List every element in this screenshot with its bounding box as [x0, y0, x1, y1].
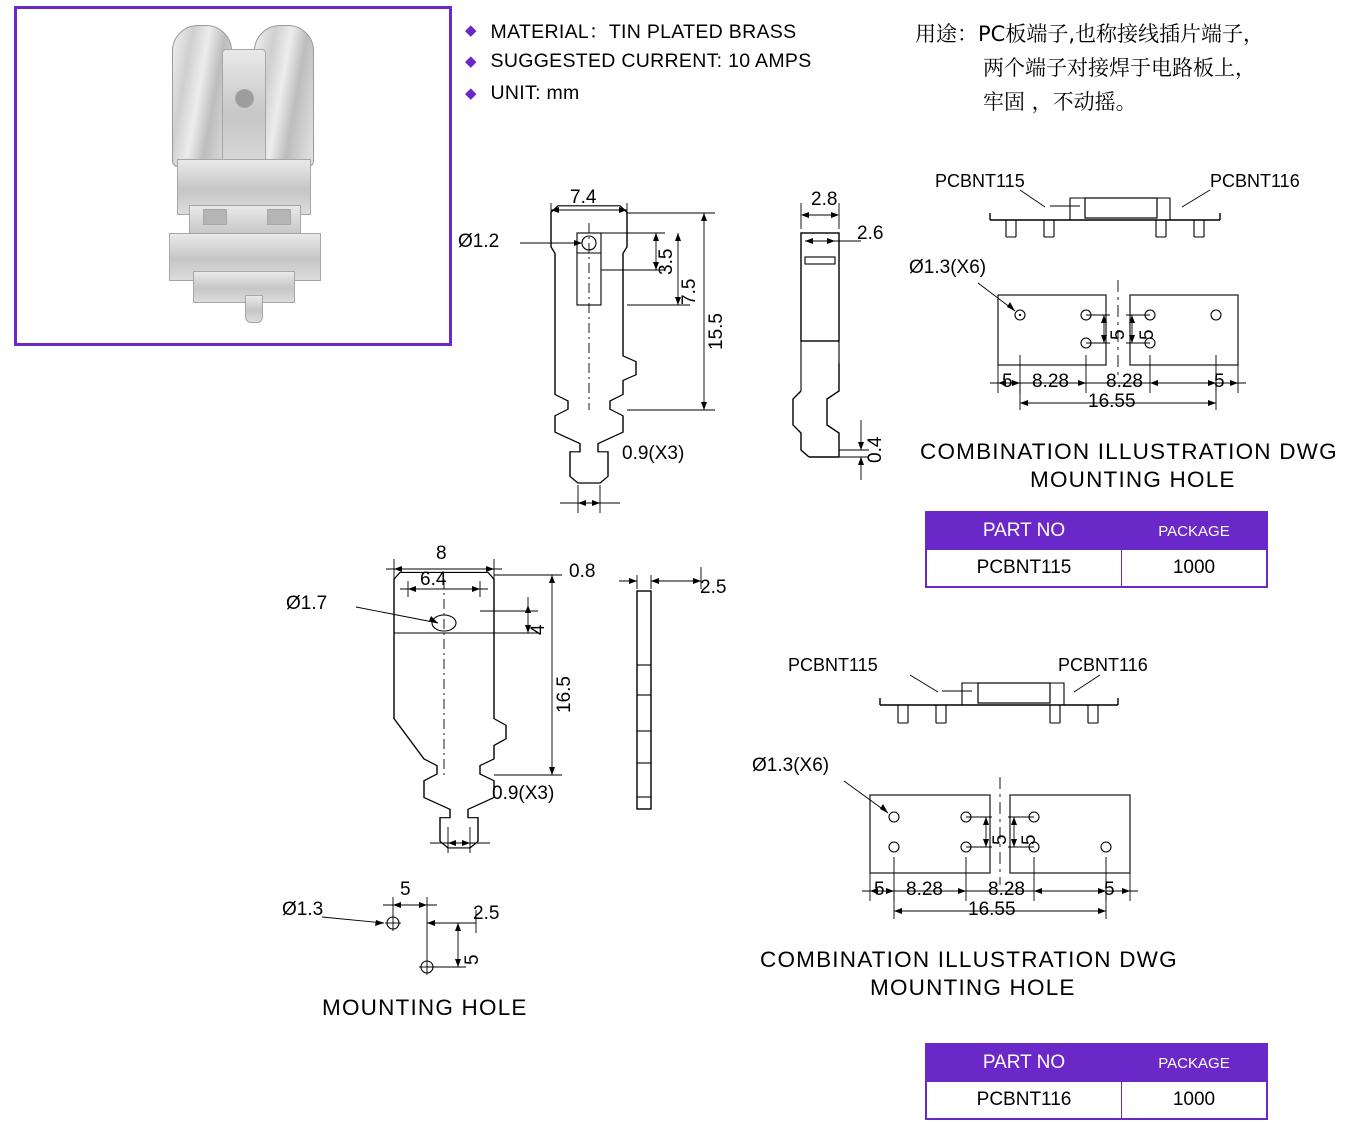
dim-5-single-v: 5 — [462, 954, 483, 965]
dim-width-6-4: 6.4 — [420, 569, 447, 590]
chinese-note-line-3: 牢固 ，不动摇。 — [983, 90, 1137, 114]
dim-15-5: 15.5 — [706, 313, 727, 350]
dim-16-5: 16.5 — [554, 676, 575, 713]
dim-dia-1-7: Ø1.7 — [286, 593, 328, 614]
table2-cell-partno: PCBNT116 — [926, 1082, 1122, 1120]
caption-combo-top-2: MOUNTING HOLE — [1030, 467, 1236, 492]
spec-unit: UNIT: mm — [490, 81, 580, 104]
dim-h-5-right-bottom: 5 — [1104, 879, 1115, 900]
dim-4: 4 — [528, 624, 549, 635]
product-photo — [17, 9, 449, 343]
dim-2-6: 2.6 — [857, 223, 884, 244]
dim-h-5-right-top: 5 — [1214, 371, 1225, 392]
chinese-note-line-1: 用途：PC板端子,也称接线插片端子， — [915, 22, 1265, 46]
label-part-116-bottom: PCBNT116 — [1058, 655, 1148, 675]
spec-list — [465, 15, 812, 109]
dim-h-5-left-bottom: 5 — [874, 879, 885, 900]
table-row — [926, 1082, 1267, 1120]
table2-header-package: PACKAGE — [1122, 1044, 1268, 1082]
dim-dia-1-3-single: Ø1.3 — [282, 899, 324, 920]
label-part-116-top: PCBNT116 — [1210, 171, 1300, 191]
dim-h-828-a-bottom: 8.28 — [906, 879, 943, 900]
dim-pin-0-9x3-bottom: 0.9(X3) — [492, 783, 555, 804]
chinese-note — [915, 17, 1345, 119]
table1-header-package: PACKAGE — [1122, 512, 1268, 550]
dim-v-5-b-bottom: 5 — [1019, 834, 1040, 845]
dim-h-828-a-top: 8.28 — [1032, 371, 1069, 392]
dim-dia-1-3-x6-bottom: Ø1.3(X6) — [752, 755, 830, 776]
drawing-top-front-view — [458, 187, 760, 495]
product-photo-panel — [14, 6, 452, 346]
caption-combo-bottom-1: COMBINATION ILLUSTRATION DWG — [760, 947, 1178, 972]
dim-v-5-b-top: 5 — [1137, 329, 1158, 340]
bullet-icon: ◆ — [465, 84, 477, 102]
dim-v-5-a-bottom: 5 — [990, 834, 1011, 845]
dim-width-8: 8 — [436, 543, 447, 564]
drawing-mounting-hole-single — [280, 855, 600, 1035]
drawing-top-side-view — [765, 189, 905, 485]
dim-width-7-4: 7.4 — [570, 187, 597, 208]
dim-v-5-a-top: 5 — [1108, 329, 1129, 340]
dim-h-828-b-top: 8.28 — [1106, 371, 1143, 392]
part-table-2 — [925, 1043, 1268, 1120]
table-row — [926, 550, 1267, 588]
dim-h-5-left-top: 5 — [1002, 371, 1013, 392]
dim-2-8: 2.8 — [811, 189, 838, 210]
table2-cell-package: 1000 — [1122, 1082, 1268, 1120]
dim-2-5-single: 2.5 — [473, 903, 500, 924]
dim-2-5-side: 2.5 — [700, 577, 727, 598]
dim-h-828-b-bottom: 8.28 — [988, 879, 1025, 900]
dim-0-8: 0.8 — [569, 561, 596, 582]
table1-header-partno: PART NO — [926, 512, 1122, 550]
table1-cell-partno: PCBNT115 — [926, 550, 1122, 588]
dim-pin-0-9x3: 0.9(X3) — [622, 443, 685, 464]
caption-combo-top-1: COMBINATION ILLUSTRATION DWG — [920, 439, 1338, 464]
dim-total-16-55-bottom: 16.55 — [968, 899, 1016, 920]
dim-total-16-55-top: 16.55 — [1088, 391, 1136, 412]
drawing-combo-bottom — [752, 645, 1190, 1000]
dim-dia-1-2: Ø1.2 — [458, 231, 500, 252]
dim-0-4: 0.4 — [865, 436, 886, 463]
part-table-1 — [925, 511, 1268, 588]
dim-7-5: 7.5 — [679, 278, 700, 305]
chinese-note-line-2: 两个端子对接焊于电路板上， — [983, 56, 1256, 80]
bullet-icon: ◆ — [465, 52, 477, 70]
dim-3-5: 3.5 — [656, 248, 677, 275]
dim-dia-1-3-x6-top: Ø1.3(X6) — [909, 257, 987, 278]
dim-5-single-h: 5 — [400, 879, 411, 900]
drawing-bottom-side-view — [569, 545, 745, 845]
label-part-115-bottom: PCBNT115 — [788, 655, 878, 675]
table2-header-partno: PART NO — [926, 1044, 1122, 1082]
caption-mounting-hole: MOUNTING HOLE — [322, 995, 528, 1020]
bullet-icon: ◆ — [465, 21, 477, 39]
caption-combo-bottom-2: MOUNTING HOLE — [870, 975, 1076, 1000]
spec-material: MATERIAL：TIN PLATED BRASS — [490, 21, 797, 43]
table1-cell-package: 1000 — [1122, 550, 1268, 588]
label-part-115-top: PCBNT115 — [935, 171, 1025, 191]
spec-current: SUGGESTED CURRENT: 10 AMPS — [490, 49, 812, 72]
drawing-combo-top — [909, 165, 1338, 492]
